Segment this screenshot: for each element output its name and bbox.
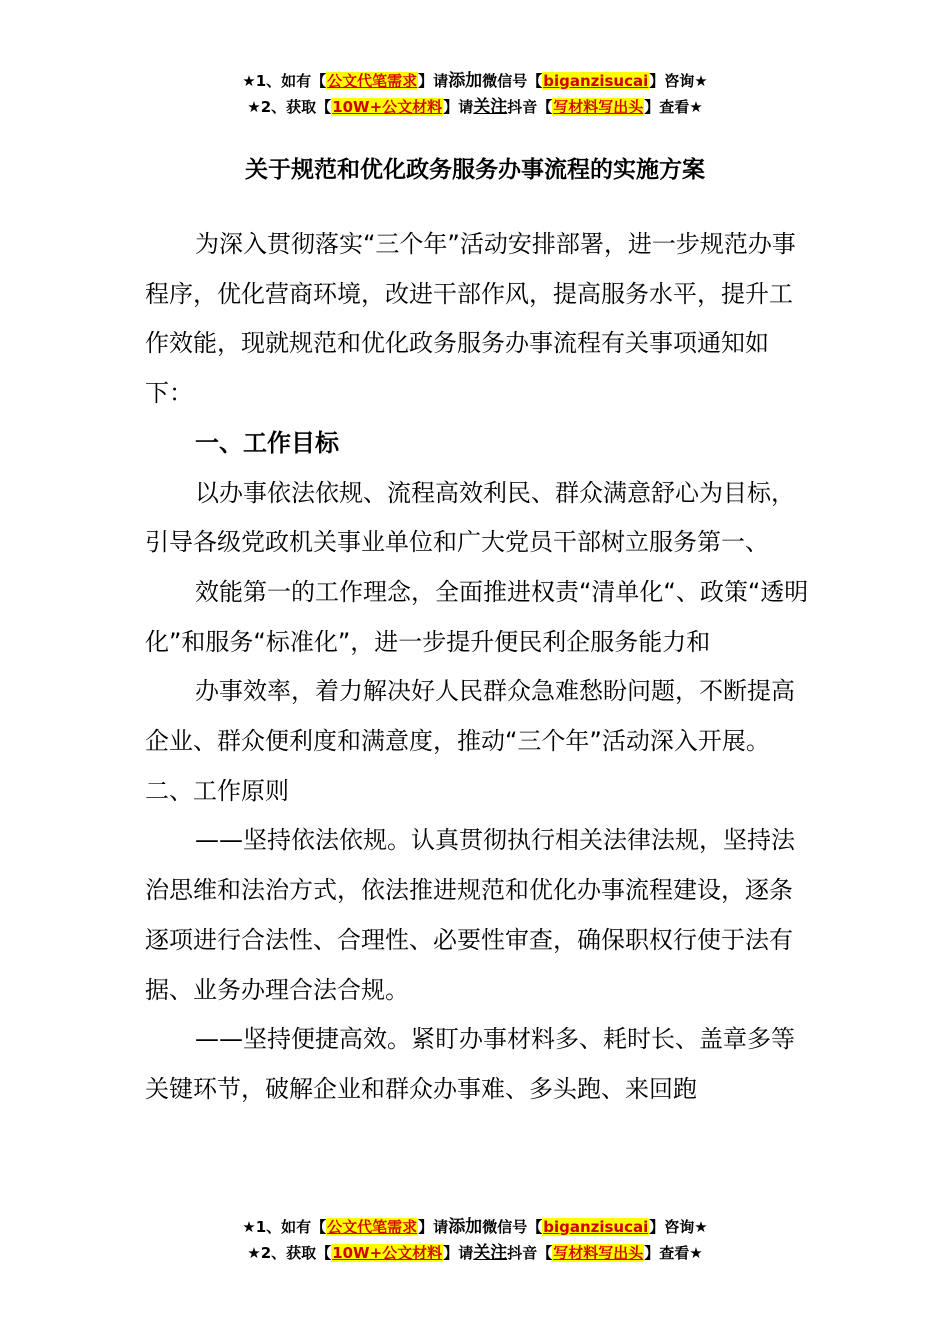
douyin-account-highlight: 写材料写出头 xyxy=(553,1244,644,1262)
banner-line-2 xyxy=(0,1240,950,1266)
banner-text: ★1、如有【 xyxy=(242,1218,327,1236)
banner-highlight: 公文代笔需求 xyxy=(327,1218,418,1236)
paragraph: 效能第一的工作理念，全面推进权责“清单化“、政策“透明化”和服务“标准化”，进一步提升便民利企服务能力和 xyxy=(145,577,809,656)
banner-text: 抖音【 xyxy=(507,1244,553,1262)
section-heading: 一、工作目标 xyxy=(195,428,339,457)
banner-emphasis: 添加 xyxy=(448,1217,483,1237)
banner-text: 】请 xyxy=(418,1218,449,1236)
paragraph: ——坚持便捷高效。紧盯办事材料多、耗时长、盖章多等关键环节，破解企业和群众办事难、多头跑、来回跑 xyxy=(145,1025,795,1103)
wechat-id-highlight: biganzisucai xyxy=(543,72,649,90)
banner-emphasis: 关注 xyxy=(473,1243,508,1263)
douyin-account-highlight: 写材料写出头 xyxy=(553,98,644,116)
banner-text: 微信号【 xyxy=(482,72,543,90)
document-body xyxy=(145,220,810,1115)
banner-text: 】请 xyxy=(443,98,474,116)
banner-text: 】请 xyxy=(418,72,449,90)
banner-line-2 xyxy=(0,94,950,120)
banner-text: 微信号【 xyxy=(482,1218,543,1236)
paragraph: 办事效率，着力解决好人民群众急难愁盼问题，不断提高企业、群众便利度和满意度，推动“三个年”活动深入开展。二、工作原则 xyxy=(145,677,795,805)
banner-highlight: 10W+公文材料 xyxy=(332,1244,443,1262)
banner-highlight: 公文代笔需求 xyxy=(327,72,418,90)
banner-emphasis: 添加 xyxy=(448,71,483,91)
banner-text: 】咨询★ xyxy=(649,1218,708,1236)
document-title: 关于规范和优化政务服务办事流程的实施方案 xyxy=(245,157,705,183)
header-banner xyxy=(0,68,950,120)
banner-text: 】咨询★ xyxy=(649,72,708,90)
banner-line-1 xyxy=(0,68,950,94)
paragraph: 为深入贯彻落实“三个年”活动安排部署，进一步规范办事程序，优化营商环境，改进干部作风，提高服务水平，提升工作效能，现就规范和优化政务服务办事流程有关事项通知如下： xyxy=(145,230,796,408)
banner-text: 】查看★ xyxy=(644,98,703,116)
banner-emphasis: 关注 xyxy=(473,97,508,117)
banner-text: ★2、获取【 xyxy=(247,98,332,116)
banner-text: 】请 xyxy=(443,1244,474,1262)
footer-banner xyxy=(0,1214,950,1266)
banner-line-1 xyxy=(0,1214,950,1240)
wechat-id-highlight: biganzisucai xyxy=(543,1218,649,1236)
banner-text: ★2、获取【 xyxy=(247,1244,332,1262)
banner-text: ★1、如有【 xyxy=(242,72,327,90)
paragraph: ——坚持依法依规。认真贯彻执行相关法律法规，坚持法治思维和法治方式，依法推进规范和优化办事流程建设，逐条逐项进行合法性、合理性、必要性审查，确保职权行使于法有据、业务办理合法合规。 xyxy=(145,826,795,1004)
banner-highlight: 10W+公文材料 xyxy=(332,98,443,116)
banner-text: 抖音【 xyxy=(507,98,553,116)
banner-text: 】查看★ xyxy=(644,1244,703,1262)
paragraph: 以办事依法依规、流程高效利民、群众满意舒心为目标，引导各级党政机关事业单位和广大党员干部树立服务第一、 xyxy=(145,478,795,557)
